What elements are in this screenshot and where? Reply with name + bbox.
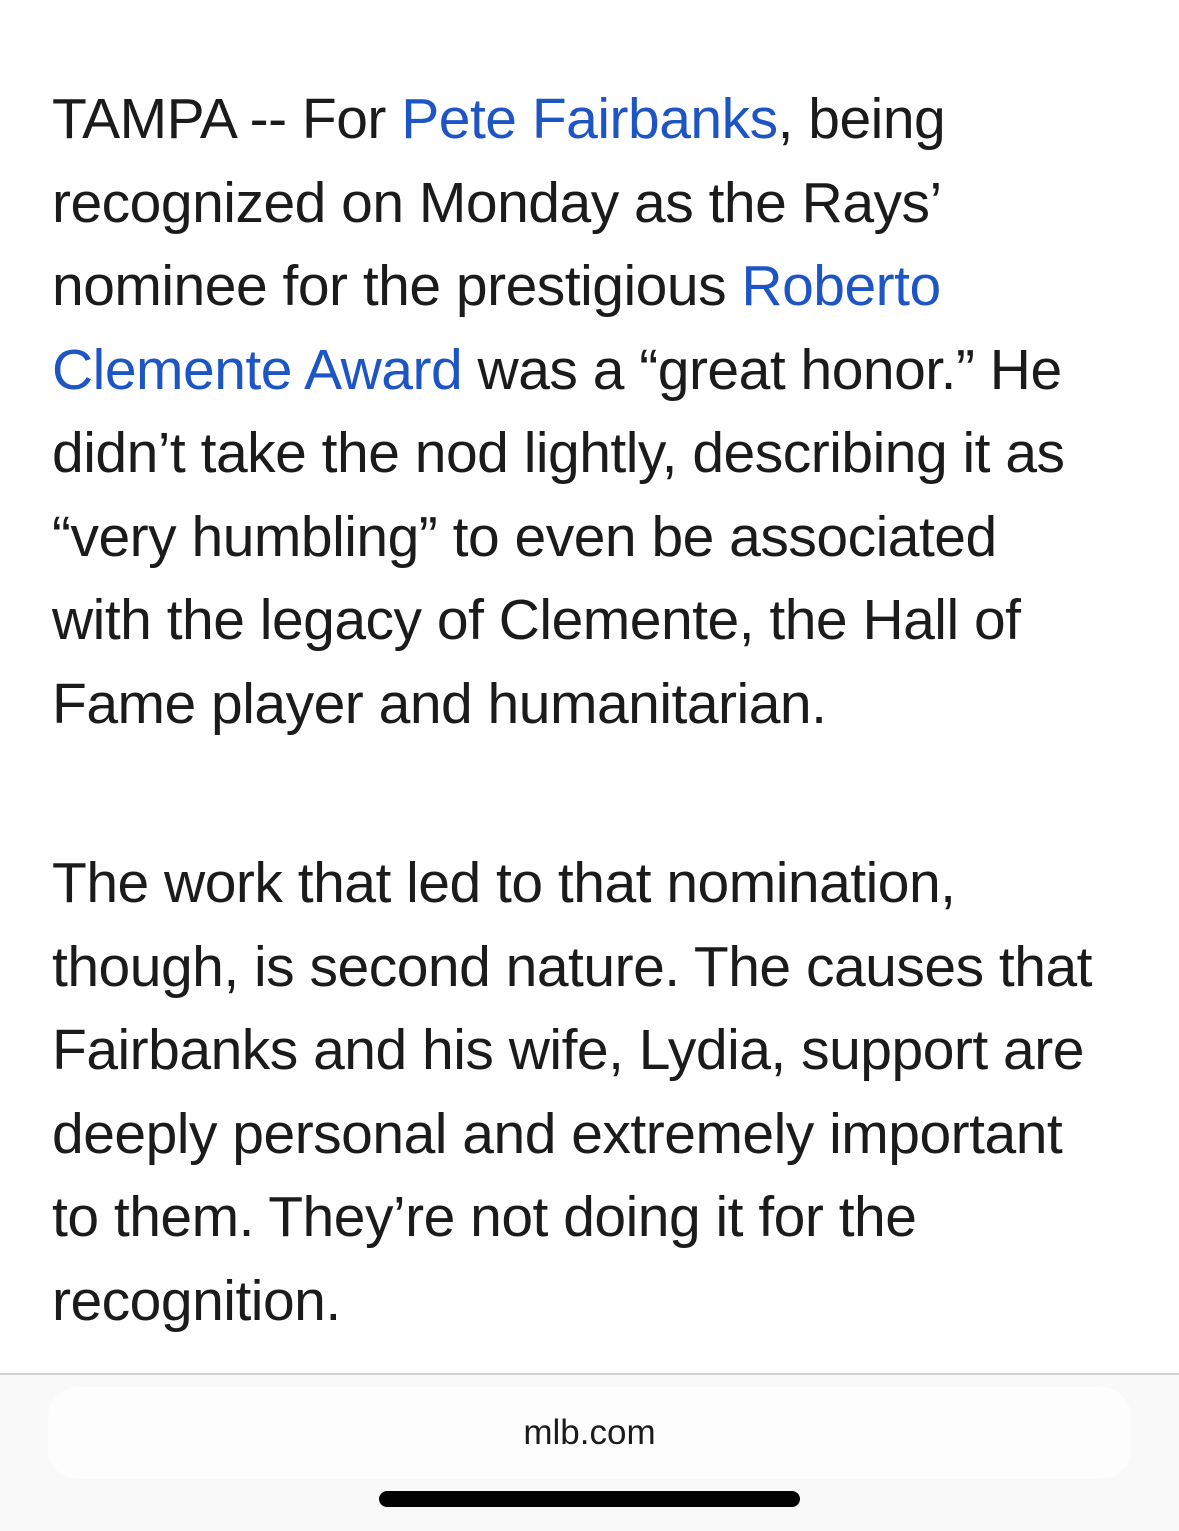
article-text: The work that led to that nomination, — [52, 851, 956, 915]
article-text: , being — [777, 87, 946, 151]
article-line — [52, 1176, 1143, 1260]
article-line — [52, 245, 1143, 329]
article — [52, 78, 1143, 1343]
article-line — [52, 579, 1143, 663]
article-text: TAMPA -- For — [52, 87, 402, 151]
article-line — [52, 663, 1143, 747]
article-link[interactable]: Pete Fairbanks — [401, 87, 778, 151]
article-line — [52, 78, 1143, 162]
article-text: didn’t take the nod lightly, describing it as — [52, 421, 1065, 485]
article-line — [52, 162, 1143, 246]
home-indicator[interactable] — [379, 1491, 800, 1507]
safari-bottom-bar — [0, 1373, 1179, 1531]
article-text: recognition. — [52, 1268, 341, 1333]
article-line — [52, 496, 1143, 580]
article-text: Fame player and humanitarian. — [52, 671, 827, 736]
article-text: though, is second nature. The causes that — [52, 934, 1092, 999]
address-bar-pill[interactable] — [48, 1387, 1131, 1479]
article-line — [52, 1009, 1143, 1093]
article-line — [52, 1260, 1143, 1344]
article-line — [52, 412, 1143, 496]
article-line — [52, 1093, 1143, 1177]
article-paragraph — [52, 78, 1143, 746]
article-text: with the legacy of Clemente, the Hall of — [52, 588, 1021, 652]
article-paragraph — [52, 842, 1143, 1343]
article-text: deeply personal and extremely important — [52, 1101, 1063, 1166]
article-text: recognized on Monday as the Rays’ — [52, 170, 942, 235]
article-line — [52, 926, 1143, 1010]
article-text: Fairbanks and his wife, Lydia, support are — [52, 1018, 1084, 1082]
article-link[interactable]: Clemente Award — [52, 337, 463, 402]
article-line — [52, 842, 1143, 926]
article-text: to them. They’re not doing it for the — [52, 1185, 917, 1249]
url-label: mlb.com — [523, 1413, 656, 1452]
article-text: “very humbling” to even be associated — [52, 504, 997, 569]
article-text: nominee for the prestigious — [52, 254, 742, 318]
article-line — [52, 329, 1143, 413]
article-link[interactable]: Roberto — [741, 254, 941, 318]
article-text: was a “great honor.” He — [462, 337, 1062, 402]
